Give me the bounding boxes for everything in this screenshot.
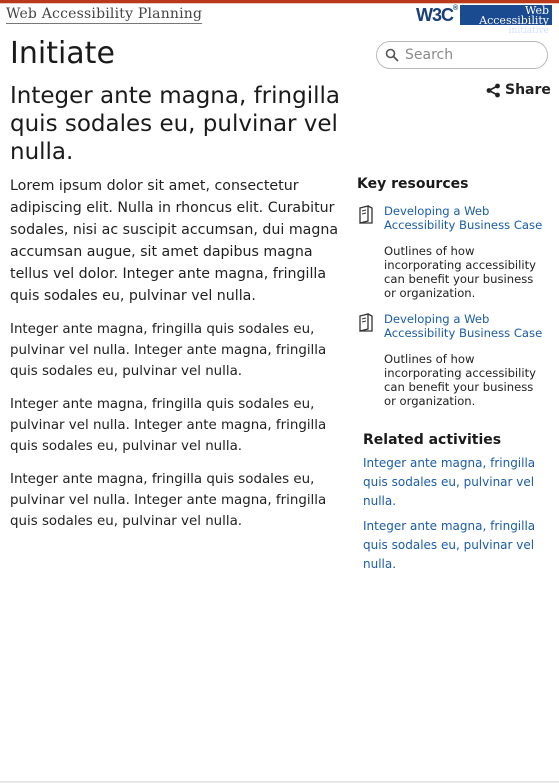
paragraph: Integer ante magna, fringilla quis sodales eu, pulvinar vel nulla. Integer ante magna, fringilla quis sodales eu, pulvinar vel nulla. <box>10 322 327 379</box>
related-activities <box>357 432 547 574</box>
resource-description: Outlines of how incorporating accessibility can benefit your business or organization. <box>384 244 537 300</box>
resource-item <box>357 312 547 408</box>
lead-heading: Integer ante magna, fringilla quis sodales eu, pulvinar vel nulla. <box>10 83 340 165</box>
wai-logo[interactable] <box>460 4 552 36</box>
wai-logo-line1: Web Accessibility <box>479 4 549 27</box>
resource-description: Outlines of how incorporating accessibility can benefit your business or organization. <box>384 352 537 408</box>
related-activity-link[interactable]: Integer ante magna, fringilla quis sodales eu, pulvinar vel nulla. <box>363 456 536 508</box>
sidebar <box>357 176 547 574</box>
main-content <box>10 175 345 544</box>
search-box[interactable] <box>376 41 548 69</box>
resource-item <box>357 204 547 300</box>
top-accent-bar <box>0 0 559 3</box>
paragraph: Lorem ipsum dolor sit amet, consectetur adipiscing elit. Nulla in rhoncus elit. Curabitur sodales, nisi ac suscipit accumsan, dui magna accumsan augue, sit amet dapibus magna tellus vel dolor. Integer ante magna, fringilla quis sodales eu, pulvinar vel nulla. <box>10 178 339 304</box>
wai-logo-line2: initiative <box>508 26 549 36</box>
share-label: Share <box>505 82 551 98</box>
book-icon <box>358 205 374 225</box>
search-icon <box>385 48 399 62</box>
site-title[interactable]: Web Accessibility Planning <box>6 6 203 22</box>
key-resources-heading: Key resources <box>357 176 469 192</box>
w3c-logo[interactable]: W3C® <box>416 5 458 25</box>
share-icon <box>486 83 501 98</box>
related-activities-heading: Related activities <box>363 432 502 448</box>
paragraph: Integer ante magna, fringilla quis sodales eu, pulvinar vel nulla. Integer ante magna, fringilla quis sodales eu, pulvinar vel nulla. <box>10 472 327 529</box>
share-button[interactable] <box>486 82 551 98</box>
resource-link[interactable]: Developing a Web Accessibility Business Case <box>384 312 543 340</box>
w3c-logo-text: W3C <box>416 5 453 25</box>
book-icon <box>358 313 374 333</box>
paragraph: Integer ante magna, fringilla quis sodales eu, pulvinar vel nulla. Integer ante magna, fringilla quis sodales eu, pulvinar vel nulla. <box>10 397 327 454</box>
related-activity-link[interactable]: Integer ante magna, fringilla quis sodales eu, pulvinar vel nulla. <box>363 519 536 571</box>
resource-link[interactable]: Developing a Web Accessibility Business Case <box>384 204 543 232</box>
search-input[interactable] <box>405 45 541 65</box>
page-title: Initiate <box>10 36 115 71</box>
